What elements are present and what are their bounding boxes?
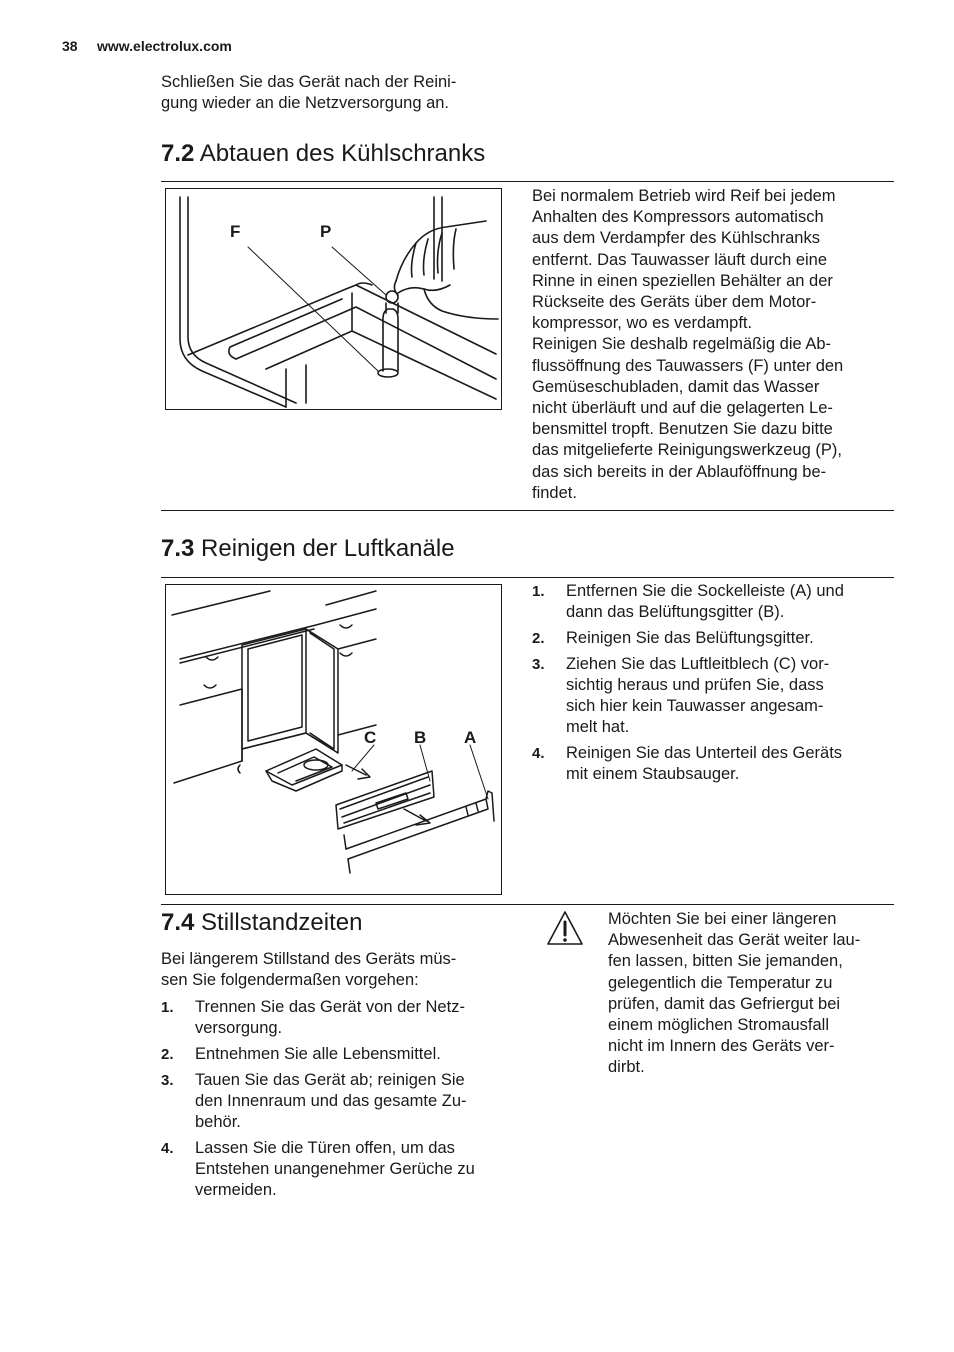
text-line: Möchten Sie bei einer längeren <box>608 910 837 928</box>
text-line: den Innenraum und das gesamte Zu- <box>195 1092 467 1110</box>
label-p: P <box>320 222 332 241</box>
text-line: sen Sie folgendermaßen vorgehen: <box>161 971 419 990</box>
standstill-intro <box>161 949 517 991</box>
list-item <box>532 628 894 649</box>
text-line: Abwesenheit das Gerät weiter lau- <box>608 931 861 950</box>
text-line: Reinigen Sie deshalb regelmäßig die Ab- <box>532 335 832 354</box>
step-number: 3. <box>161 1072 174 1089</box>
defrost-description <box>532 186 894 504</box>
text-line: nicht im Innern des Geräts ver- <box>608 1037 835 1056</box>
list-item <box>161 1044 517 1065</box>
text-line: fen lassen, bitten Sie jemanden, <box>608 952 843 971</box>
text-line: Ziehen Sie das Luftleitblech (C) vor- <box>566 655 830 673</box>
step-number: 2. <box>532 630 545 647</box>
warning-icon <box>545 909 585 947</box>
section-bottom-rule <box>161 904 894 905</box>
text-line: melt hat. <box>566 718 630 736</box>
list-item <box>161 1138 517 1201</box>
label-c: C <box>364 728 377 747</box>
section-top-rule <box>161 181 894 182</box>
text-line: findet. <box>532 483 577 502</box>
text-line: mit einem Staubsauger. <box>566 765 740 783</box>
list-item <box>161 997 517 1039</box>
section-number: 7.2 <box>161 140 195 167</box>
text-line: sichtig heraus und prüfen Sie, dass <box>566 676 824 694</box>
text-line: Entstehen unangenehmer Gerüche zu <box>195 1160 475 1178</box>
text-line: Reinigen Sie das Belüftungsgitter. <box>566 629 814 647</box>
text-line: Gemüseschubladen, damit das Wasser <box>532 377 820 396</box>
text-line: Lassen Sie die Türen offen, um das <box>195 1139 455 1157</box>
text-line: entfernt. Das Tauwasser läuft durch eine <box>532 250 828 269</box>
intro-text <box>161 72 511 114</box>
text-line: bensmittel tropft. Benutzen Sie dazu bitte <box>532 420 833 439</box>
step-number: 3. <box>532 656 545 673</box>
section-7-3-heading <box>161 535 455 563</box>
label-a: A <box>464 728 477 747</box>
section-7-4-heading <box>161 909 362 937</box>
label-f: F <box>230 222 241 241</box>
list-item <box>161 1070 517 1133</box>
section-top-rule <box>161 577 894 578</box>
text-line: behör. <box>195 1113 241 1131</box>
step-number: 2. <box>161 1046 174 1063</box>
header-url: www.electrolux.com <box>97 38 232 54</box>
text-line: Reinigen Sie das Unterteil des Geräts <box>566 744 843 762</box>
standstill-steps <box>161 997 517 1206</box>
text-line: vermeiden. <box>195 1181 277 1199</box>
text-line: versorgung. <box>195 1019 283 1037</box>
text-line: nicht überläuft und auf die gelagerten Le- <box>532 399 833 418</box>
text-line: Entnehmen Sie alle Lebensmittel. <box>195 1045 441 1063</box>
text-line: kompressor, wo es verdampft. <box>532 314 753 333</box>
text-line: Trennen Sie das Gerät von der Netz- <box>195 998 465 1016</box>
text-line: Entfernen Sie die Sockelleiste (A) und <box>566 582 844 600</box>
defrost-illustration <box>166 189 501 409</box>
page-number: 38 <box>62 38 78 54</box>
air-duct-figure <box>165 584 502 895</box>
text-line: aus dem Verdampfer des Kühlschranks <box>532 229 820 248</box>
section-bottom-rule <box>161 510 894 511</box>
section-title: Stillstandzeiten <box>201 909 363 936</box>
step-number: 4. <box>532 745 545 762</box>
section-number: 7.4 <box>161 909 195 936</box>
section-number: 7.3 <box>161 535 195 562</box>
list-item <box>532 581 894 623</box>
list-item <box>532 654 894 738</box>
step-number: 4. <box>161 1140 174 1157</box>
label-b: B <box>414 728 427 747</box>
text-line: dann das Belüftungsgitter (B). <box>566 603 785 621</box>
intro-line: gung wieder an die Netzversorgung an. <box>161 94 450 112</box>
defrost-paragraph-1 <box>532 186 894 334</box>
text-line: einem möglichen Stromausfall <box>608 1016 830 1035</box>
text-line: dirbt. <box>608 1058 645 1077</box>
step-number: 1. <box>532 583 545 600</box>
text-line: das sich bereits in der Ablauföffnung be- <box>532 462 827 481</box>
step-number: 1. <box>161 999 174 1016</box>
text-line: sich hier kein Tauwasser angesam- <box>566 697 824 715</box>
text-line: prüfen, damit das Gefriergut bei <box>608 994 841 1013</box>
list-item <box>532 743 894 785</box>
defrost-paragraph-2 <box>532 334 894 504</box>
text-line: das mitgelieferte Reinigungswerkzeug (P), <box>532 441 842 460</box>
defrost-figure <box>165 188 502 410</box>
text-line: flussöffnung des Tauwassers (F) unter den <box>532 356 844 375</box>
warning-text <box>608 909 898 1079</box>
text-line: Tauen Sie das Gerät ab; reinigen Sie <box>195 1071 465 1089</box>
text-line: Bei normalem Betrieb wird Reif bei jedem <box>532 187 836 205</box>
section-title: Reinigen der Luftkanäle <box>201 535 455 562</box>
section-title: Abtauen des Kühlschranks <box>199 140 486 167</box>
text-line: Bei längerem Stillstand des Geräts müs- <box>161 950 457 968</box>
text-line: gelegentlich die Temperatur zu <box>608 973 833 992</box>
text-line: Rinne in einen speziellen Behälter an der <box>532 271 833 290</box>
section-7-2-heading <box>161 140 485 168</box>
text-line: Anhalten des Kompressors automatisch <box>532 208 824 227</box>
air-duct-steps <box>532 581 894 790</box>
intro-line: Schließen Sie das Gerät nach der Reini- <box>161 73 457 91</box>
text-line: Rückseite des Geräts über dem Motor- <box>532 293 817 312</box>
air-duct-illustration <box>166 585 501 894</box>
